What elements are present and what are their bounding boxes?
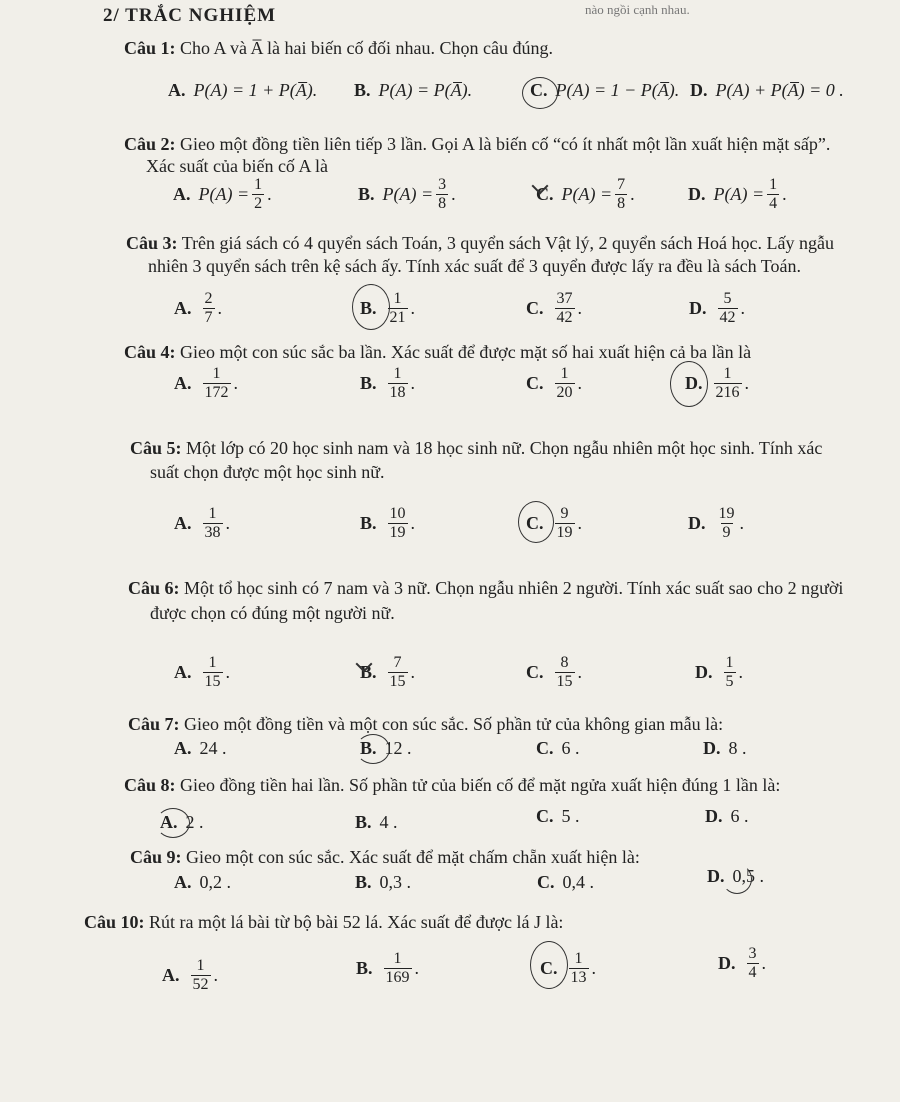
fraction: $\frac{1}{5}$: [725, 654, 734, 690]
option-10c[interactable]: C. $\frac{1}{13}$ .: [540, 950, 596, 986]
question-text: Trên giá sách có 4 quyển sách Toán, 3 quyển sách Vật lý, 2 quyển sách Hoá học. Lấy ngẫu: [181, 233, 834, 253]
question-label: Câu 9:: [130, 847, 182, 867]
fraction: $\frac{1}{2}$: [254, 176, 263, 212]
fraction: $\frac{1}{52}$: [192, 957, 209, 993]
option-9d[interactable]: D. 0,5 .: [707, 866, 764, 886]
question-8: [124, 773, 780, 797]
question-label: Câu 5:: [130, 438, 182, 458]
option-1d[interactable]: D. P(A) + P(A̅) = 0 .: [690, 80, 844, 100]
option-9b[interactable]: B. 0,3 .: [355, 872, 412, 892]
option-8a[interactable]: A. 2 .: [160, 812, 204, 832]
option-4b[interactable]: B. $\frac{1}{18}$ .: [360, 365, 416, 401]
fraction: $\frac{19}{9}$: [718, 505, 735, 541]
fraction: $\frac{1}{169}$: [385, 950, 410, 986]
question-label: Câu 6:: [128, 578, 180, 598]
fraction: $\frac{1}{18}$: [389, 365, 406, 401]
option-9a[interactable]: A. 0,2 .: [174, 872, 231, 892]
question-2: [124, 132, 830, 156]
option-3c[interactable]: C. $\frac{37}{42}$ .: [526, 290, 582, 326]
fraction: $\frac{1}{38}$: [204, 505, 221, 541]
option-8b[interactable]: B. 4 .: [355, 812, 398, 832]
question-6-line2: được chọn có đúng một người nữ.: [150, 603, 395, 623]
fraction: $\frac{1}{4}$: [769, 176, 778, 212]
question-text: Gieo đồng tiền hai lần. Số phần tử của biến cố để mặt ngửa xuất hiện đúng 1 lần là:: [180, 775, 781, 795]
option-1b[interactable]: B. P(A) = P(A̅).: [354, 80, 473, 100]
question-text: Gieo một đồng tiền liên tiếp 3 lần. Gọi A là biến cố “có ít nhất một lần xuất hiện mặt sấp”.: [180, 134, 831, 154]
fraction: $\frac{1}{15}$: [204, 654, 221, 690]
fraction: $\frac{5}{42}$: [719, 290, 736, 326]
option-2c[interactable]: C. P(A) = $\frac{7}{8}$ .: [536, 176, 635, 212]
option-7b[interactable]: B. 12 .: [360, 738, 412, 758]
option-10b[interactable]: B. $\frac{1}{169}$ .: [356, 950, 420, 986]
fraction: $\frac{3}{4}$: [748, 945, 757, 981]
option-5a[interactable]: A. $\frac{1}{38}$ .: [174, 505, 230, 541]
question-label: Câu 7:: [128, 714, 180, 734]
option-8c[interactable]: C. 5 .: [536, 806, 580, 826]
question-label: Câu 8:: [124, 775, 176, 795]
question-text: Gieo một đồng tiền và một con súc sắc. Số phần tử của không gian mẫu là:: [184, 714, 724, 734]
option-4a[interactable]: A. $\frac{1}{172}$ .: [174, 365, 238, 401]
option-3d[interactable]: D. $\frac{5}{42}$ .: [689, 290, 745, 326]
question-label: Câu 10:: [84, 912, 145, 932]
fraction: $\frac{3}{8}$: [438, 176, 447, 212]
question-text: Cho A và A̅ là hai biến cố đối nhau. Chọn câu đúng.: [180, 38, 553, 58]
option-6a[interactable]: A. $\frac{1}{15}$ .: [174, 654, 230, 690]
fraction: $\frac{1}{20}$: [556, 365, 573, 401]
option-10d[interactable]: D. $\frac{3}{4}$ .: [718, 945, 766, 981]
fraction: $\frac{7}{8}$: [617, 176, 626, 212]
question-label: Câu 4:: [124, 342, 176, 362]
option-4d[interactable]: D. $\frac{1}{216}$ .: [685, 365, 749, 401]
option-6c[interactable]: C. $\frac{8}{15}$ .: [526, 654, 582, 690]
question-text: Rút ra một lá bài từ bộ bài 52 lá. Xác suất để được lá J là:: [149, 912, 564, 932]
question-label: Câu 3:: [126, 233, 178, 253]
fraction: $\frac{1}{13}$: [570, 950, 587, 986]
option-7d[interactable]: D. 8 .: [703, 738, 747, 758]
fraction: $\frac{2}{7}$: [204, 290, 213, 326]
fraction: $\frac{1}{216}$: [715, 365, 740, 401]
question-4: [124, 340, 751, 364]
question-text: Một tổ học sinh có 7 nam và 3 nữ. Chọn ngẫu nhiên 2 người. Tính xác suất sao cho 2 người: [184, 578, 844, 598]
corner-note: nào ngồi cạnh nhau.: [585, 2, 690, 17]
option-5b[interactable]: B. $\frac{10}{19}$ .: [360, 505, 416, 541]
question-label: Câu 1:: [124, 38, 176, 58]
question-6: [128, 576, 843, 600]
question-10: [84, 910, 563, 934]
question-text: Một lớp có 20 học sinh nam và 18 học sinh nữ. Chọn ngẫu nhiên một học sinh. Tính xác: [186, 438, 823, 458]
question-9: [130, 845, 640, 869]
question-text: Gieo một con súc sắc. Xác suất để mặt chấm chẵn xuất hiện là:: [186, 847, 640, 867]
option-10a[interactable]: A. $\frac{1}{52}$ .: [162, 957, 218, 993]
question-2-line2: Xác suất của biến cố A là: [146, 156, 328, 176]
option-6b[interactable]: B. $\frac{7}{15}$ .: [360, 654, 416, 690]
option-3b[interactable]: B. $\frac{1}{21}$ .: [360, 290, 416, 326]
option-7a[interactable]: A. 24 .: [174, 738, 227, 758]
fraction: $\frac{9}{19}$: [556, 505, 573, 541]
option-9c[interactable]: C. 0,4 .: [537, 872, 594, 892]
fraction: $\frac{1}{172}$: [204, 365, 229, 401]
fraction: $\frac{8}{15}$: [556, 654, 573, 690]
option-6d[interactable]: D. $\frac{1}{5}$ .: [695, 654, 743, 690]
option-2d[interactable]: D. P(A) = $\frac{1}{4}$ .: [688, 176, 787, 212]
option-1a[interactable]: A. P(A) = 1 + P(A̅).: [168, 80, 318, 100]
option-4c[interactable]: C. $\frac{1}{20}$ .: [526, 365, 582, 401]
option-2b[interactable]: B. P(A) = $\frac{3}{8}$ .: [358, 176, 456, 212]
question-5: [130, 436, 822, 460]
fraction: $\frac{7}{15}$: [389, 654, 406, 690]
option-2a[interactable]: A. P(A) = $\frac{1}{2}$ .: [173, 176, 272, 212]
fraction: $\frac{10}{19}$: [389, 505, 406, 541]
question-3-line2: nhiên 3 quyển sách trên kệ sách ấy. Tính xác suất để 3 quyển được lấy ra đều là sách Toán.: [148, 256, 801, 276]
option-5d[interactable]: D. $\frac{19}{9}$ .: [688, 505, 744, 541]
question-1: [124, 36, 553, 60]
option-1c[interactable]: C. P(A) = 1 − P(A̅).: [530, 80, 680, 100]
question-text: Gieo một con súc sắc ba lần. Xác suất để được mặt số hai xuất hiện cả ba lần là: [180, 342, 752, 362]
fraction: $\frac{1}{21}$: [389, 290, 406, 326]
option-7c[interactable]: C. 6 .: [536, 738, 580, 758]
option-5c[interactable]: C. $\frac{9}{19}$ .: [526, 505, 582, 541]
question-5-line2: suất chọn được một học sinh nữ.: [150, 462, 385, 482]
option-3a[interactable]: A. $\frac{2}{7}$ .: [174, 290, 222, 326]
question-3: [126, 231, 834, 255]
section-title: 2/ TRẮC NGHIỆM: [103, 5, 277, 26]
question-7: [128, 712, 723, 736]
question-label: Câu 2:: [124, 134, 176, 154]
option-8d[interactable]: D. 6 .: [705, 806, 749, 826]
fraction: $\frac{37}{42}$: [556, 290, 573, 326]
